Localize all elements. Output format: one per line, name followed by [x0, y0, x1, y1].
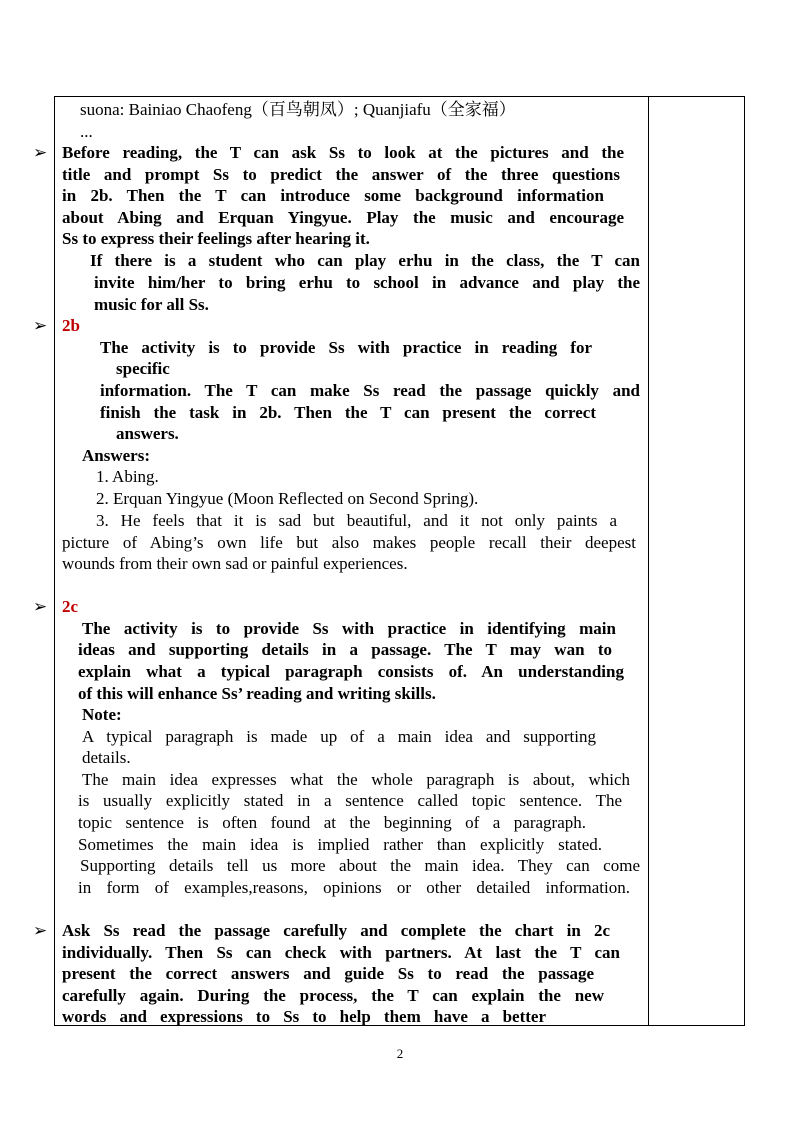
- answer-3-line-1: 3. He feels that it is sad but beautiful, and it not only paints a: [96, 511, 617, 530]
- final-line-2: individually. Then Ss can check with partners. At last the T can: [62, 943, 620, 962]
- before-reading-line-4: about Abing and Erquan Yingyue. Play the music and encourage: [62, 208, 624, 227]
- section-2b-line-5: answers.: [116, 424, 179, 443]
- section-2c-line-4: of this will enhance Ss’ reading and writing skills.: [78, 684, 436, 703]
- final-line-3: present the correct answers and guide Ss to read the passage: [62, 964, 594, 983]
- before-reading-line-1: Before reading, the T can ask Ss to look at the pictures and the: [62, 143, 624, 162]
- bullet-icon: ➢: [33, 143, 48, 163]
- final-line-4: carefully again. During the process, the T can explain the new: [62, 986, 604, 1005]
- final-line-5: words and expressions to Ss to help them have a better: [62, 1007, 546, 1026]
- before-reading-extra-2: invite him/her to bring erhu to school in advance and play the: [94, 273, 640, 292]
- note-line-5: topic sentence is often found at the beginning of a paragraph.: [78, 813, 586, 832]
- section-2b-line-2: specific: [116, 359, 170, 378]
- answer-3-line-3: wounds from their own sad or painful experiences.: [62, 554, 408, 573]
- note-line-4: is usually explicitly stated in a sentence called topic sentence. The: [78, 791, 622, 810]
- note-label: Note:: [82, 705, 122, 724]
- bullet-icon: ➢: [33, 597, 48, 617]
- before-reading-line-2: title and prompt Ss to predict the answer of the three questions: [62, 165, 620, 184]
- page-number: 2: [396, 1046, 404, 1061]
- table-column-divider: [648, 96, 649, 1026]
- answer-2: 2. Erquan Yingyue (Moon Reflected on Second Spring).: [96, 489, 479, 508]
- before-reading-extra-3: music for all Ss.: [94, 295, 209, 314]
- before-reading-line-3: in 2b. Then the T can introduce some background information: [62, 186, 604, 205]
- before-reading-line-5: Ss to express their feelings after hearing it.: [62, 229, 370, 248]
- intro-line-1: suona: Bainiao Chaofeng（百鸟朝凤）; Quanjiafu（全家福）: [80, 100, 516, 119]
- note-line-6: Sometimes the main idea is implied rather than explicitly stated.: [78, 835, 602, 854]
- final-line-1: Ask Ss read the passage carefully and complete the chart in 2c: [62, 921, 610, 940]
- answer-3-line-2: picture of Abing’s own life but also makes people recall their deepest: [62, 533, 636, 552]
- section-2b-line-4: finish the task in 2b. Then the T can present the correct: [100, 403, 596, 422]
- intro-line-2: ...: [80, 122, 93, 141]
- section-2c-line-1: The activity is to provide Ss with practice in identifying main: [82, 619, 616, 638]
- note-line-1: A typical paragraph is made up of a main idea and supporting: [82, 727, 596, 746]
- note-line-7: Supporting details tell us more about the main idea. They can come: [80, 856, 640, 875]
- note-line-8: in form of examples,reasons, opinions or other detailed information.: [78, 878, 630, 897]
- answer-1: 1. Abing.: [96, 467, 159, 486]
- section-2c-line-3: explain what a typical paragraph consists of. An understanding: [78, 662, 624, 681]
- bullet-icon: ➢: [33, 316, 48, 336]
- section-2b-heading: 2b: [62, 316, 80, 335]
- before-reading-extra-1: If there is a student who can play erhu in the class, the T can: [90, 251, 640, 270]
- section-2c-heading: 2c: [62, 597, 79, 616]
- section-2c-line-2: ideas and supporting details in a passage. The T may wan to: [78, 640, 612, 659]
- note-line-3: The main idea expresses what the whole paragraph is about, which: [82, 770, 630, 789]
- section-2b-line-3: information. The T can make Ss read the passage quickly and: [100, 381, 640, 400]
- note-line-2: details.: [82, 748, 131, 767]
- answers-label: Answers:: [82, 446, 150, 465]
- section-2b-line-1: The activity is to provide Ss with practice in reading for: [100, 338, 592, 357]
- bullet-icon: ➢: [33, 921, 48, 941]
